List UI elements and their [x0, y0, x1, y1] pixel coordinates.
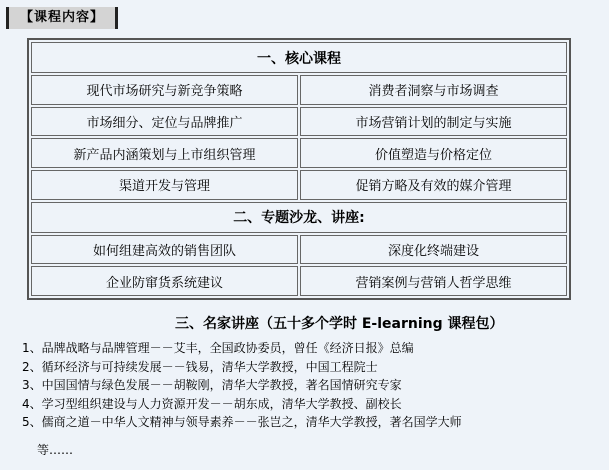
core-course-cell: 新产品内涵策划与上市组织管理 [31, 138, 298, 168]
core-course-cell: 市场营销计划的制定与实施 [300, 107, 567, 137]
famous-lectures-heading: 三、名家讲座（五十多个学时 E-learning 课程包） [175, 316, 504, 332]
lecture-item: 4、学习型组织建设与人力资源开发－－胡东成，清华大学教授、副校长 [22, 396, 402, 411]
salon-heading: 二、专题沙龙、讲座: [31, 202, 567, 233]
core-course-cell: 现代市场研究与新竞争策略 [31, 75, 298, 105]
core-course-cell: 渠道开发与管理 [31, 170, 298, 200]
lecture-item: 5、儒商之道－中华人文精神与领导素养－－张岂之，清华大学教授，著名国学大师 [22, 415, 462, 429]
course-table [27, 38, 571, 300]
etc-text: 等…… [37, 443, 74, 457]
salon-topic-cell: 深度化终端建设 [300, 235, 567, 265]
core-course-cell: 市场细分、定位与品牌推广 [31, 107, 298, 137]
core-courses-heading: 一、核心课程 [31, 42, 567, 73]
core-course-cell: 消费者洞察与市场调查 [300, 75, 567, 105]
lecture-item: 1、品牌战略与品牌管理－－艾丰，全国政协委员，曾任《经济日报》总编 [22, 341, 414, 355]
famous-lecture-list [22, 339, 462, 432]
salon-topic-cell: 企业防窜货系统建议 [31, 266, 298, 296]
salon-topic-cell: 营销案例与营销人哲学思维 [300, 266, 567, 296]
core-course-cell: 价值塑造与价格定位 [300, 138, 567, 168]
core-course-cell: 促销方略及有效的媒介管理 [300, 170, 567, 200]
lecture-item: 3、中国国情与绿色发展－－胡鞍刚，清华大学教授，著名国情研究专家 [22, 378, 402, 392]
salon-topic-cell: 如何组建高效的销售团队 [31, 235, 298, 265]
section-label: 【课程内容】 [6, 7, 118, 29]
lecture-item: 2、循环经济与可持续发展－－钱易，清华大学教授，中国工程院士 [22, 359, 378, 374]
